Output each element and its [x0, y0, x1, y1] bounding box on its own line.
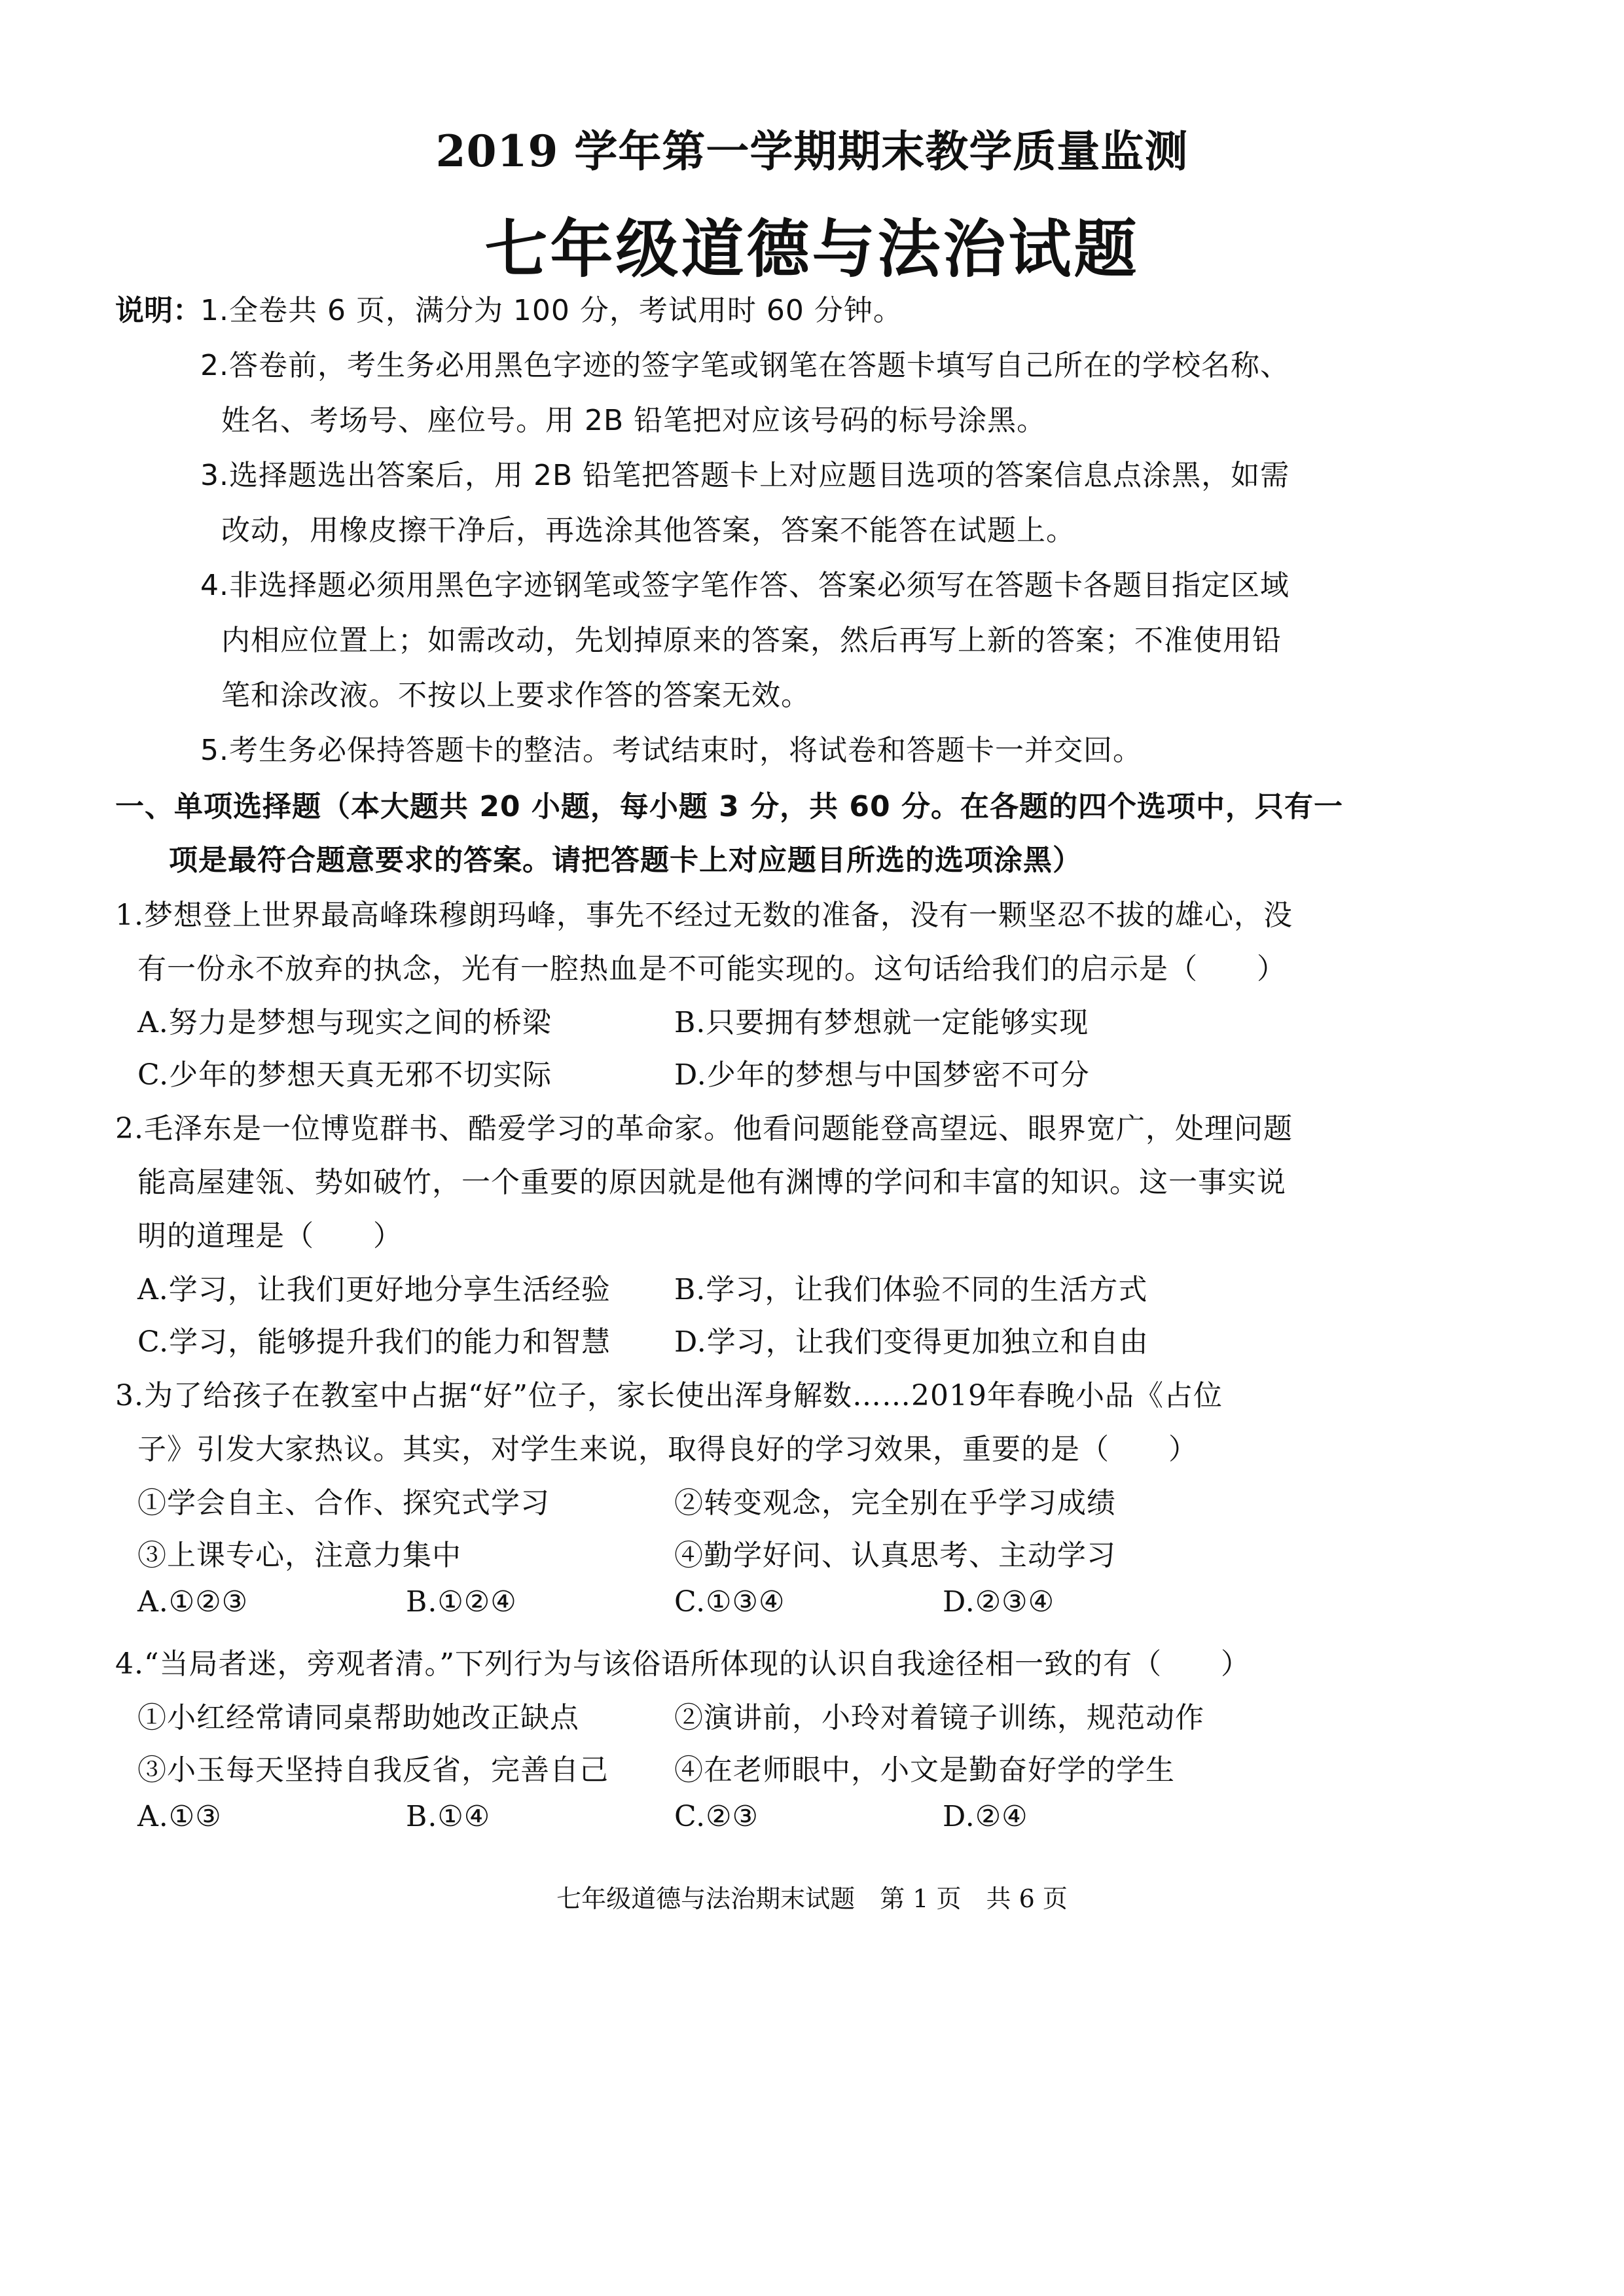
exam-session-title: 2019 学年第一学期期末教学质量监测 [435, 126, 1189, 177]
exam-subject-title: 七年级道德与法治试题 [484, 212, 1140, 286]
instruction-line: 改动，用橡皮擦干净后，再选涂其他答案，答案不能答在试题上。 [221, 514, 1075, 547]
question-1-option-c: C.少年的梦想天真无邪不切实际 [137, 1058, 552, 1092]
instruction-line: 2.答卷前，考生务必用黑色字迹的签字笔或钢笔在答题卡填写自己所在的学校名称、 [200, 349, 1290, 382]
question-3-option-d: D.②③④ [943, 1585, 1055, 1619]
question-1-option-b: B.只要拥有梦想就一定能够实现 [674, 1006, 1089, 1039]
question-4-text: 4.“当局者迷，旁观者清。”下列行为与该俗语所体现的认识自我途径相一致的有（ ） [115, 1647, 1250, 1681]
question-1-text: 1.梦想登上世界最高峰珠穆朗玛峰，事先不经过无数的准备，没有一颗坚忍不拔的雄心，没 [115, 899, 1293, 932]
question-1-text: 有一份永不放弃的执念，光有一腔热血是不可能实现的。这句话给我们的启示是（ ） [137, 952, 1286, 986]
instruction-line: 3.选择题选出答案后，用 2B 铅笔把答题卡上对应题目选项的答案信息点涂黑，如需 [200, 459, 1290, 492]
question-1-option-d: D.少年的梦想与中国梦密不可分 [674, 1058, 1090, 1092]
instruction-line: 姓名、考场号、座位号。用 2B 铅笔把对应该号码的标号涂黑。 [221, 404, 1047, 437]
question-2-text: 明的道理是（ ） [137, 1219, 403, 1253]
question-2-text: 能高屋建瓴、势如破竹，一个重要的原因就是他有渊博的学问和丰富的知识。这一事实说 [137, 1166, 1286, 1199]
instruction-line: 1.全卷共 6 页，满分为 100 分，考试用时 60 分钟。 [200, 294, 903, 327]
question-4-statement-2: ②演讲前，小玲对着镜子训练，规范动作 [674, 1701, 1204, 1734]
question-3-option-c: C.①③④ [674, 1585, 785, 1619]
question-4-statement-3: ③小玉每天坚持自我反省，完善自己 [137, 1753, 609, 1787]
question-2-option-c: C.学习，能够提升我们的能力和智慧 [137, 1325, 611, 1359]
question-3-text: 子》引发大家热议。其实，对学生来说，取得良好的学习效果，重要的是（ ） [137, 1433, 1198, 1466]
question-3-statement-3: ③上课专心，注意力集中 [137, 1539, 461, 1572]
question-4-option-b: B.①④ [406, 1800, 491, 1833]
instruction-line: 内相应位置上；如需改动，先划掉原来的答案，然后再写上新的答案；不准使用铅 [221, 624, 1282, 657]
question-4-statement-1: ①小红经常请同桌帮助她改正缺点 [137, 1701, 579, 1734]
question-3-statement-2: ②转变观念，完全别在乎学习成绩 [674, 1486, 1116, 1520]
question-4-statement-4: ④在老师眼中，小文是勤奋好学的学生 [674, 1753, 1175, 1787]
instructions-label: 说明： [115, 294, 202, 327]
section-heading: 一、单项选择题（本大题共 20 小题，每小题 3 分，共 60 分。在各题的四个选项中，只有一 [115, 790, 1343, 823]
page-footer: 七年级道德与法治期末试题 第 1 页 共 6 页 [556, 1884, 1068, 1913]
question-3-option-a: A.①②③ [137, 1585, 249, 1619]
question-4-option-a: A.①③ [137, 1800, 222, 1833]
question-3-option-b: B.①②④ [406, 1585, 517, 1619]
instruction-line: 4.非选择题必须用黑色字迹钢笔或签字笔作答、答案必须写在答题卡各题目指定区域 [200, 569, 1290, 602]
question-2-option-d: D.学习，让我们变得更加独立和自由 [674, 1325, 1149, 1359]
question-4-option-c: C.②③ [674, 1800, 759, 1833]
question-3-statement-1: ①学会自主、合作、探究式学习 [137, 1486, 550, 1520]
question-3-text: 3.为了给孩子在教室中占据“好”位子，家长使出浑身解数……2019年春晚小品《占位 [115, 1379, 1223, 1412]
question-1-option-a: A.努力是梦想与现实之间的桥梁 [137, 1006, 552, 1039]
section-heading-cont: 项是最符合题意要求的答案。请把答题卡上对应题目所选的选项涂黑） [169, 844, 1082, 877]
question-3-statement-4: ④勤学好问、认真思考、主动学习 [674, 1539, 1116, 1572]
instruction-line: 笔和涂改液。不按以上要求作答的答案无效。 [221, 679, 810, 712]
question-2-option-a: A.学习，让我们更好地分享生活经验 [137, 1273, 611, 1306]
question-4-option-d: D.②④ [943, 1800, 1028, 1833]
instruction-line: 5.考生务必保持答题卡的整洁。考试结束时，将试卷和答题卡一并交回。 [200, 734, 1142, 767]
question-2-text: 2.毛泽东是一位博览群书、酷爱学习的革命家。他看问题能登高望远、眼界宽广，处理问题 [115, 1112, 1293, 1145]
question-2-option-b: B.学习，让我们体验不同的生活方式 [674, 1273, 1148, 1306]
